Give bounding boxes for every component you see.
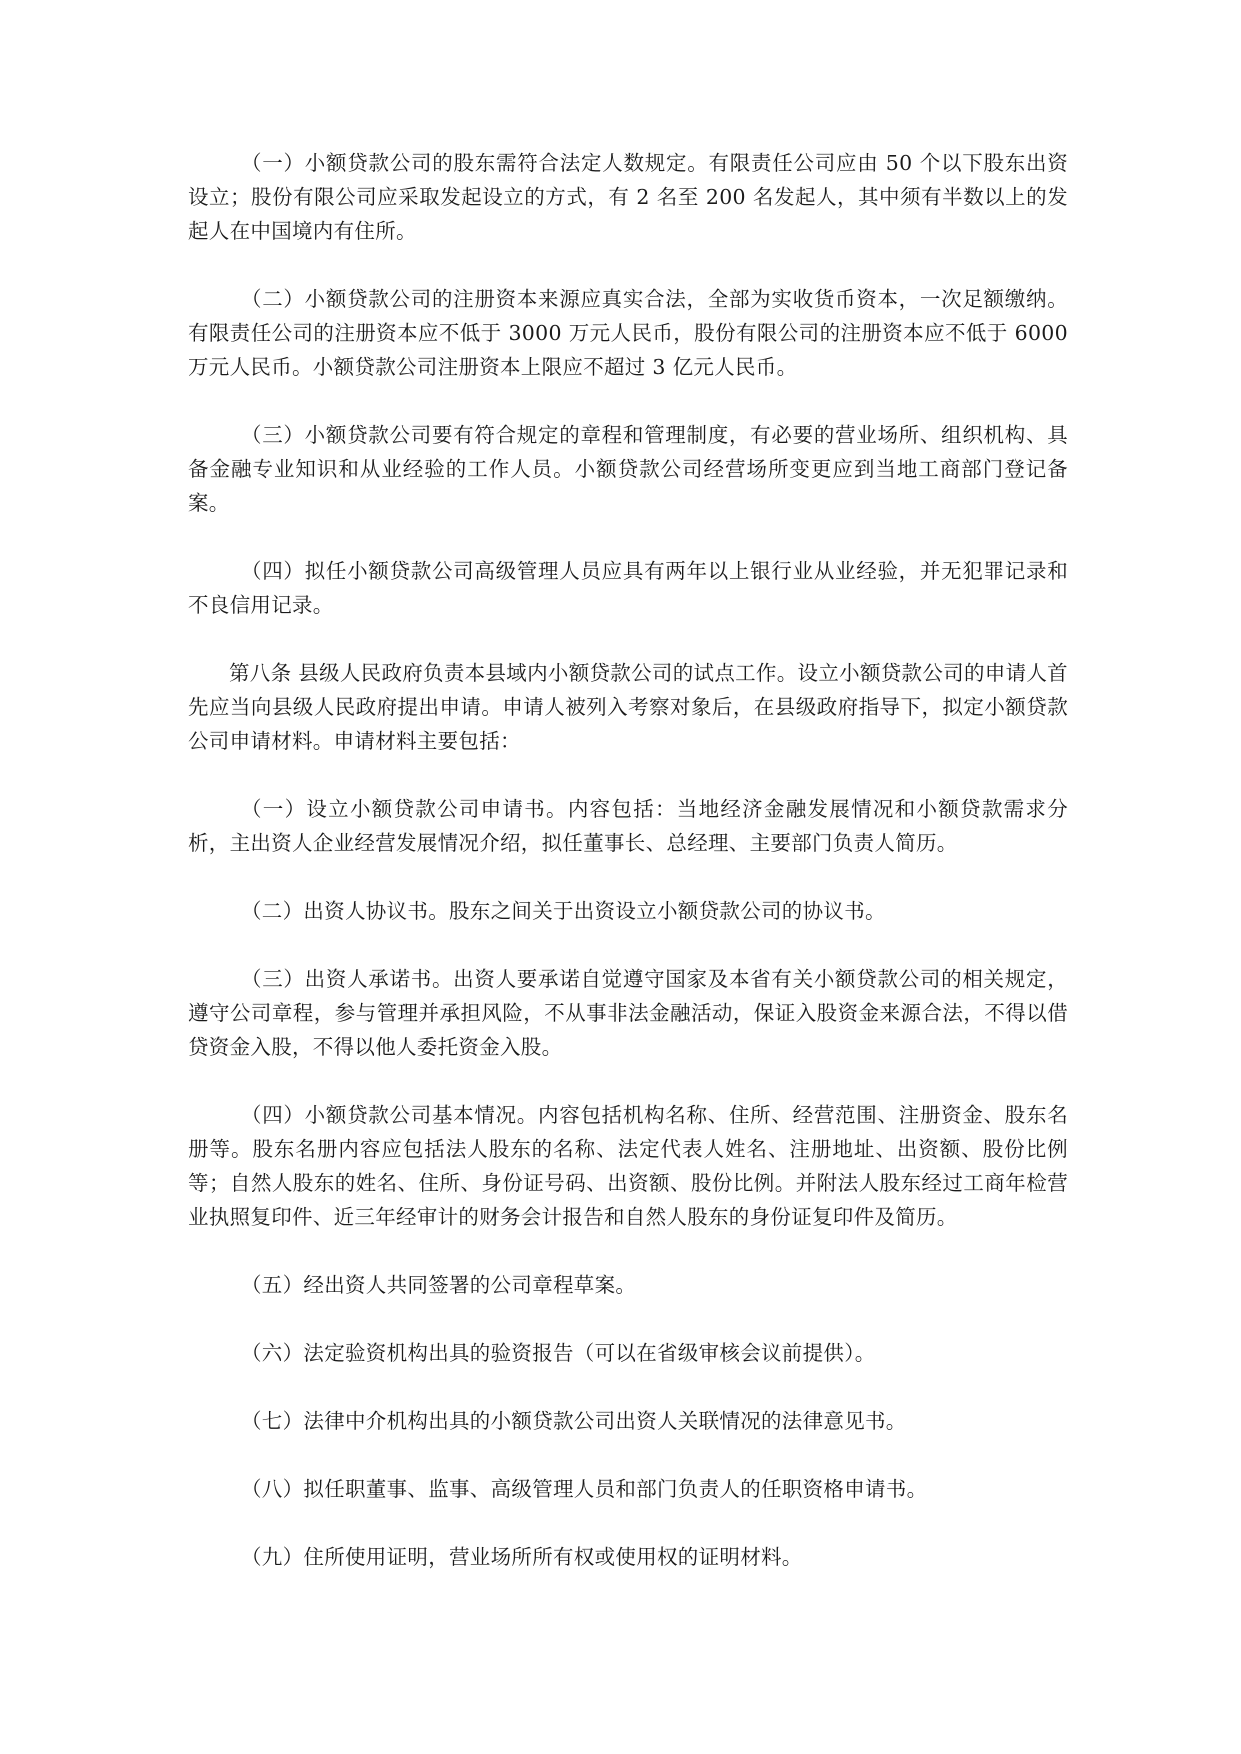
paragraph-qualification-application: （八）拟任职董事、监事、高级管理人员和部门负责人的任职资格申请书。 (241, 1477, 928, 1501)
paragraph-shareholder-count: （一）小额贷款公司的股东需符合法定人数规定。有限责任公司应由 50 个以下股东出资设立；股份有限公司应采取发起设立的方式，有 2 名至 200 名发起人，其中须有半数以上的发起人在中国境内有住所。 (188, 151, 1068, 243)
paragraph-article-eight: 第八条 县级人民政府负责本县域内小额贷款公司的试点工作。设立小额贷款公司的申请人首先应当向县级人民政府提出申请。申请人被列入考察对象后，在县级政府指导下，拟定小额贷款公司申请材料。申请材料主要包括： (188, 661, 1068, 753)
paragraph-premises-proof: （九）住所使用证明，营业场所所有权或使用权的证明材料。 (241, 1545, 803, 1569)
paragraph-investor-agreement: （二）出资人协议书。股东之间关于出资设立小额贷款公司的协议书。 (241, 899, 886, 923)
paragraph-articles-and-staff: （三）小额贷款公司要有符合规定的章程和管理制度，有必要的营业场所、组织机构、具备金融专业知识和从业经验的工作人员。小额贷款公司经营场所变更应到当地工商部门登记备案。 (188, 423, 1068, 515)
paragraph-company-basic-info: （四）小额贷款公司基本情况。内容包括机构名称、住所、经营范围、注册资金、股东名册等。股东名册内容应包括法人股东的名称、法定代表人姓名、注册地址、出资额、股份比例等；自然人股东的姓名、住所、身份证号码、出资额、股份比例。并附法人股东经过工商年检营业执照复印件、近三年经审计的财务会计报告和自然人股东的身份证复印件及简历。 (188, 1103, 1068, 1229)
document-body (188, 146, 1068, 1608)
paragraph-legal-opinion: （七）法律中介机构出具的小额贷款公司出资人关联情况的法律意见书。 (241, 1409, 907, 1433)
paragraph-articles-draft: （五）经出资人共同签署的公司章程草案。 (241, 1273, 637, 1297)
paragraph-application-letter: （一）设立小额贷款公司申请书。内容包括：当地经济金融发展情况和小额贷款需求分析，主出资人企业经营发展情况介绍，拟任董事长、总经理、主要部门负责人简历。 (188, 797, 1068, 855)
paragraph-senior-management: （四）拟任小额贷款公司高级管理人员应具有两年以上银行业从业经验，并无犯罪记录和不良信用记录。 (188, 559, 1068, 617)
paragraph-capital-verification: （六）法定验资机构出具的验资报告（可以在省级审核会议前提供）。 (241, 1341, 876, 1365)
paragraph-investor-commitment: （三）出资人承诺书。出资人要承诺自觉遵守国家及本省有关小额贷款公司的相关规定，遵守公司章程，参与管理并承担风险，不从事非法金融活动，保证入股资金来源合法，不得以借贷资金入股，不得以他人委托资金入股。 (188, 967, 1068, 1059)
paragraph-registered-capital: （二）小额贷款公司的注册资本来源应真实合法，全部为实收货币资本，一次足额缴纳。有限责任公司的注册资本应不低于 3000 万元人民币，股份有限公司的注册资本应不低于 6000 万元人民币。小额贷款公司注册资本上限应不超过 3 亿元人民币。 (188, 287, 1068, 379)
